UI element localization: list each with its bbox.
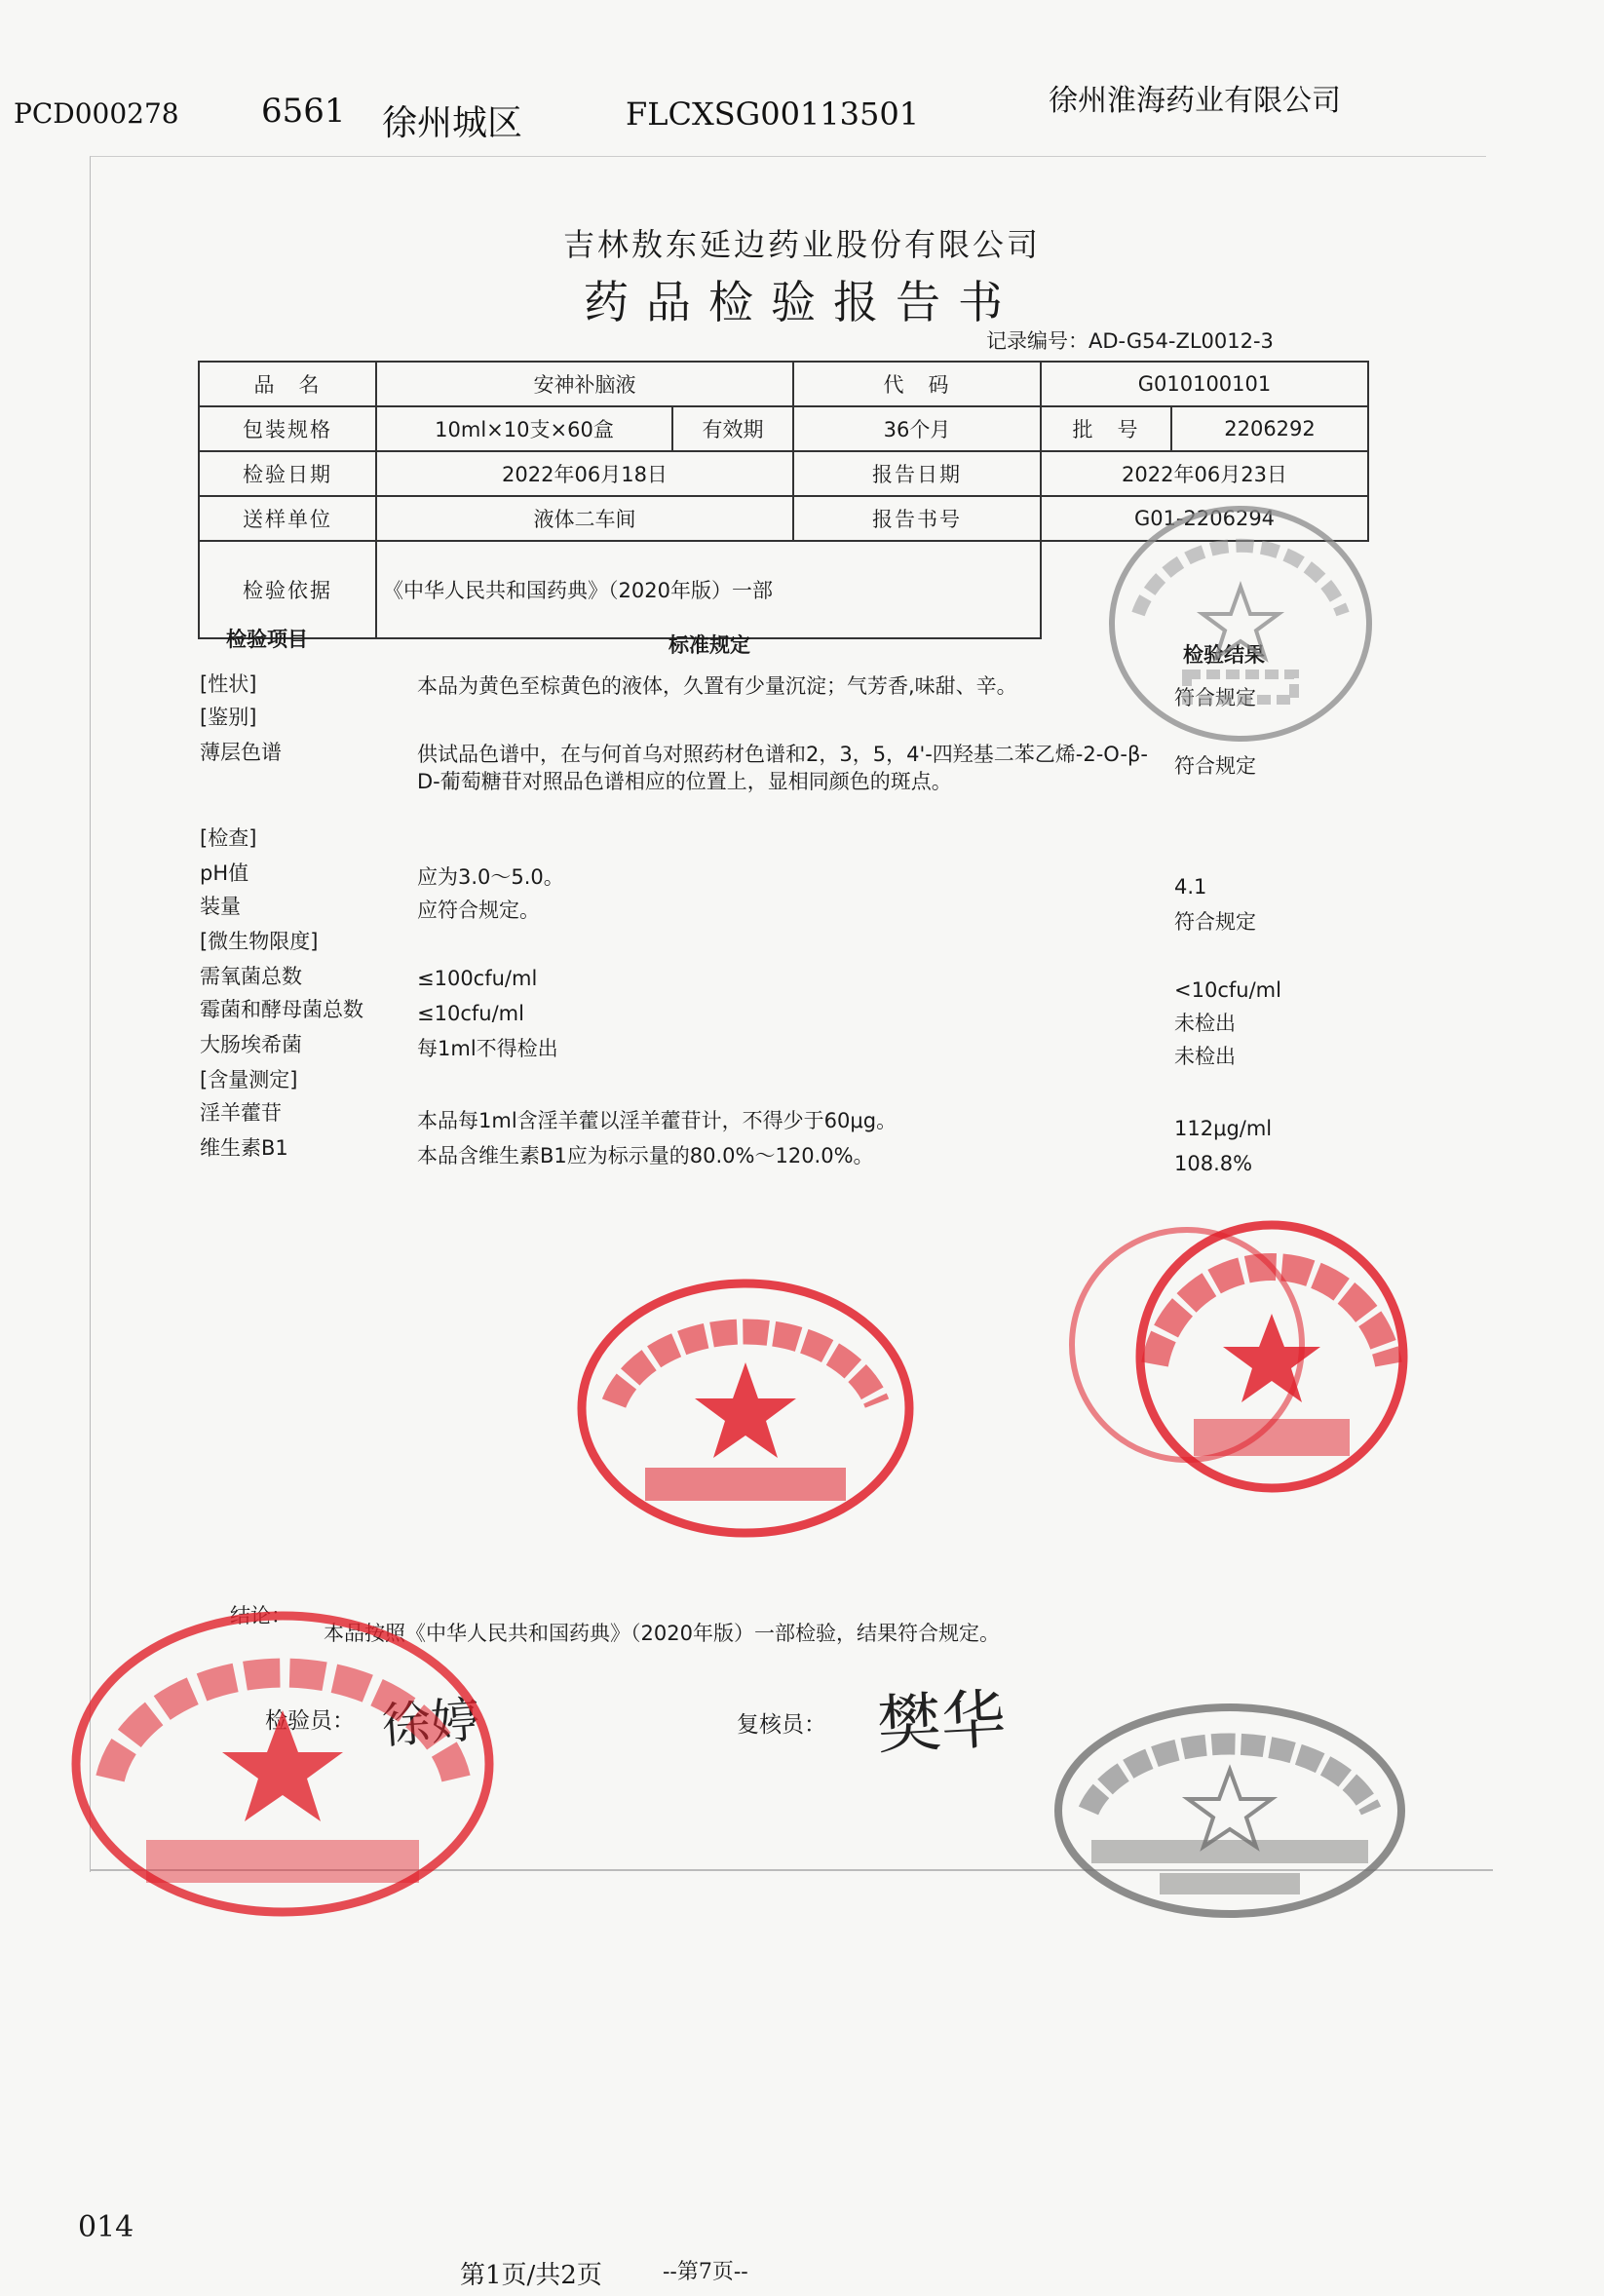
row-item: [含量测定]: [200, 1068, 298, 1091]
seal-jilin-quality: [1099, 497, 1382, 750]
reviewer-signature: 樊华: [875, 1681, 1008, 1764]
row-item: [检查]: [200, 826, 257, 850]
issuer-name: 吉林敖东延边药业股份有限公司: [562, 226, 1041, 263]
row-item: [微生物限度]: [200, 930, 319, 953]
row-standard: ≤10cfu/ml: [417, 1002, 524, 1025]
col-header-result: 检验结果: [1183, 643, 1265, 667]
doc-code-1: PCD000278: [14, 97, 179, 130]
value-batch: 2206292: [1171, 406, 1368, 451]
label-batch: 批 号: [1041, 406, 1171, 451]
label-test-date: 检验日期: [199, 451, 376, 496]
sheet-number: --第7页--: [663, 2260, 748, 2284]
row-standard: 本品每1ml含淫羊藿以淫羊藿苷计，不得少于60μg。: [417, 1109, 897, 1132]
conclusion-text: 本品按照《中华人民共和国药典》（2020年版）一部检验，结果符合规定。: [324, 1622, 1000, 1645]
row-item: [鉴别]: [200, 706, 257, 729]
seal-jiangsu-huaqiang: [57, 1598, 505, 1930]
row-item: 需氧菌总数: [200, 965, 302, 988]
row-result: 符合规定: [1174, 910, 1256, 934]
label-report-date: 报告日期: [793, 451, 1041, 496]
row-result: <10cfu/ml: [1174, 978, 1281, 1002]
page-count: 第1页/共2页: [460, 2261, 602, 2290]
seal-xuzhou-huaihai: [565, 1267, 926, 1550]
row-standard: 应符合规定。: [417, 899, 540, 922]
row-standard: ≤100cfu/ml: [417, 967, 538, 990]
label-report-no: 报告书号: [793, 496, 1041, 541]
value-report-date: 2022年06月23日: [1041, 451, 1368, 496]
row-item: 淫羊藿苷: [200, 1101, 282, 1125]
row-result: 符合规定: [1174, 686, 1256, 709]
col-header-item: 检验项目: [226, 628, 308, 651]
label-name: 品 名: [199, 362, 376, 406]
conclusion-label: 结论：: [230, 1604, 291, 1627]
label-valid: 有效期: [672, 406, 793, 451]
value-spec: 10ml×10支×60盒: [376, 406, 672, 451]
col-header-standard: 标准规定: [668, 633, 750, 657]
label-spec: 包装规格: [199, 406, 376, 451]
value-valid: 36个月: [793, 406, 1041, 451]
report-title: 药品检验报告书: [584, 276, 1020, 328]
value-test-date: 2022年06月18日: [376, 451, 793, 496]
page-number: 014: [78, 2210, 134, 2244]
record-number: 记录编号：AD-G54-ZL0012-3: [986, 329, 1274, 353]
inspector-signature: 徐婷: [380, 1691, 481, 1755]
row-result: 108.8%: [1174, 1152, 1253, 1175]
row-item: 装量: [200, 895, 241, 918]
reviewer-label: 复核员：: [737, 1712, 826, 1738]
row-result: 未检出: [1174, 1012, 1236, 1035]
row-standard: 本品为黄色至棕黄色的液体，久置有少量沉淀；气芳香,味甜、辛。: [417, 674, 1017, 698]
row-item: pH值: [200, 861, 249, 885]
doc-company: 徐州淮海药业有限公司: [1049, 84, 1341, 118]
label-sender: 送样单位: [199, 496, 376, 541]
row-result: 4.1: [1174, 875, 1207, 899]
doc-code-3: FLCXSG00113501: [626, 96, 920, 133]
value-basis: 《中华人民共和国药典》（2020年版）一部: [376, 541, 1041, 638]
label-basis: 检验依据: [199, 541, 376, 638]
seal-jiuzhoutong: [1045, 1694, 1415, 1928]
row-item: 维生素B1: [200, 1136, 288, 1160]
row-result: 符合规定: [1174, 754, 1256, 778]
row-result: 112μg/ml: [1174, 1117, 1273, 1140]
doc-region: 徐州城区: [382, 103, 523, 143]
inspector-label: 检验员：: [265, 1708, 355, 1734]
value-sender: 液体二车间: [376, 496, 793, 541]
row-item: 大肠埃希菌: [200, 1033, 302, 1056]
row-result: 未检出: [1174, 1045, 1236, 1068]
label-code: 代 码: [793, 362, 1041, 406]
value-code: G010100101: [1041, 362, 1368, 406]
row-standard: 供试品色谱中，在与何首乌对照药材色谱和2，3，5，4'-四羟基二苯乙烯-2-O-β-D-葡萄糖苷对照品色谱相应的位置上，显相同颜色的斑点。: [417, 743, 1148, 793]
value-name: 安神补脑液: [376, 362, 793, 406]
seal-jiangsu-hengtai: [1062, 1199, 1413, 1520]
value-report-no: G01-2206294: [1041, 496, 1368, 541]
row-standard: 应为3.0～5.0。: [417, 865, 564, 889]
row-item: [性状]: [200, 672, 257, 696]
row-standard: 每1ml不得检出: [417, 1037, 558, 1060]
row-standard: 本品含维生素B1应为标示量的80.0%～120.0%。: [417, 1144, 874, 1167]
row-item: 薄层色谱: [200, 741, 282, 764]
doc-code-2: 6561: [261, 92, 346, 131]
row-item: 霉菌和酵母菌总数: [200, 998, 363, 1021]
